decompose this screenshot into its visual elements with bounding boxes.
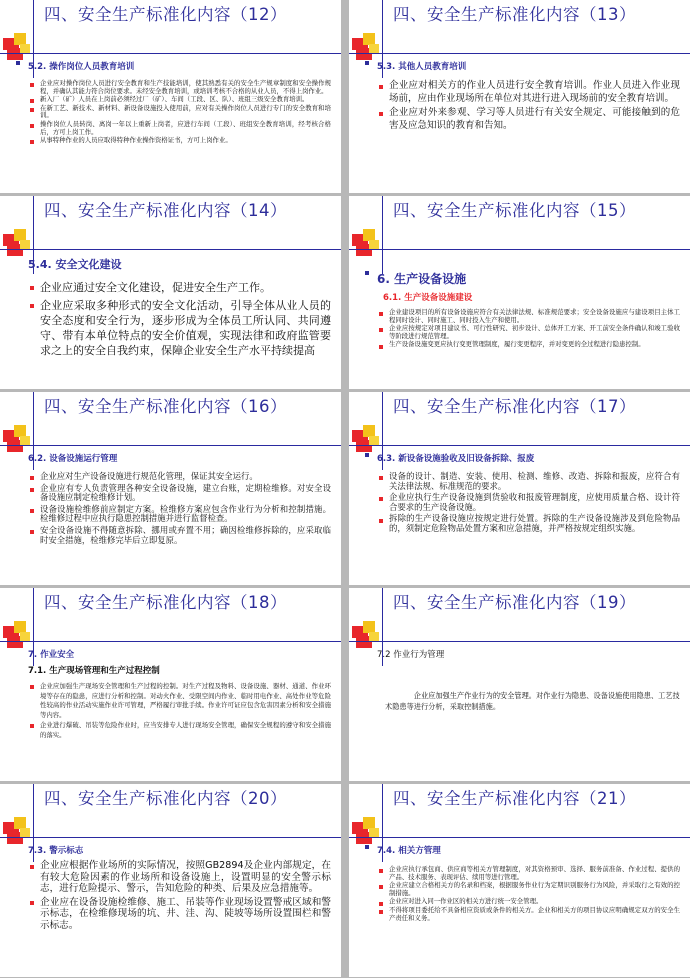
bullet-icon (30, 488, 34, 492)
list-item: 企业应对外来参观、学习等人员进行有关安全规定、可能接触到的危害及应急知识的教育和告知。 (389, 107, 680, 132)
slide-title: 四、安全生产标准化内容（19） (393, 593, 636, 612)
slide-title: 四、安全生产标准化内容（13） (393, 5, 636, 24)
bullet-icon (30, 304, 34, 308)
section-heading: 6.2. 设备设施运行管理 (28, 454, 118, 464)
list-item: 企业应执行承包商、供应商等相关方管理制度，对其资格预审、选择、服务前准备、作业过程、提供的产品、技术服务、表现评估、续用等进行管理。 (389, 866, 680, 881)
section-heading: 7.2 作业行为管理 (377, 650, 445, 660)
list-item: 企业应对相关方的作业人员进行安全教育培训。作业人员进入作业现场前，应由作业现场所在单位对其进行进入现场前的安全教育培训。 (389, 80, 680, 105)
list-item: 操作岗位人员转岗、离岗一年以上重新上岗者，应进行车间（工段）、班组安全教育培训，经考核合格后，方可上岗工作。 (40, 121, 331, 136)
bullet-icon (379, 85, 383, 89)
list-item: 企业应通过安全文化建设，促进安全生产工作。 (40, 280, 331, 295)
list-item: 企业应执行生产设备设施到货验收和报废管理制度，应使用质量合格、设计符合要求的生产设备设施。 (389, 493, 680, 512)
slide-13[interactable] (349, 0, 690, 193)
heading-bullet-icon (365, 271, 369, 275)
section-heading: 6.3. 新设备设施验收及旧设备拆除、报废 (377, 452, 680, 464)
list-item: 新入厂（矿）人员在上岗前必须经过厂（矿）、车间（工段、区、队）、班组三级安全教育培训。 (40, 96, 331, 104)
section-heading: 5.2. 操作岗位人员教育培训 (28, 60, 331, 72)
slide-15[interactable] (349, 196, 690, 389)
slide-title: 四、安全生产标准化内容（12） (44, 5, 287, 24)
slide-16[interactable] (0, 392, 341, 585)
sub-heading: 7.1. 生产现场管理和生产过程控制 (28, 666, 160, 676)
list-item: 企业应根据作业场所的实际情况，按照GB2894及企业内部规定，在有较大危险因素的作业场所和设备设施上，设置明显的安全警示标志，进行危险提示、警示，告知危险的种类、后果及应急措施等。 (40, 860, 331, 895)
bullet-icon (30, 901, 34, 905)
heading-bullet-icon (16, 61, 20, 65)
list-item: 企业应对进入同一作业区的相关方进行统一安全管理。 (389, 898, 680, 906)
slide-title: 四、安全生产标准化内容（20） (44, 789, 287, 808)
bullet-icon (379, 885, 383, 889)
slide-title: 四、安全生产标准化内容（16） (44, 397, 287, 416)
list-item: 安全设备设施不得随意拆除、挪用或弃置不用；确因检维修拆除的，应采取临时安全措施，检维修完毕后立即复原。 (40, 526, 331, 545)
list-item: 企业应按规定对项目建议书、可行性研究、初步设计、总体开工方案、开工前安全条件确认和竣工验收等阶段进行规范管理。 (389, 325, 680, 340)
sub-heading: 6.1. 生产设备设施建设 (383, 293, 473, 303)
bullet-icon (379, 476, 383, 480)
bullet-icon (379, 519, 383, 523)
slide-title: 四、安全生产标准化内容（21） (393, 789, 636, 808)
bullet-icon (30, 509, 34, 513)
slide-20[interactable] (0, 784, 341, 977)
list-item: 不得将项目委托给不具备相应资质或条件的相关方。企业和相关方的项目协议应明确规定双方的安全生产责任和义务。 (389, 907, 680, 922)
bullet-icon (379, 328, 383, 332)
list-item: 设备的设计、制造、安装、使用、检测、维修、改造、拆除和报废，应符合有关法律法规、标准规范的要求。 (389, 472, 680, 491)
bullet-icon (379, 345, 383, 349)
bullet-icon (30, 724, 34, 728)
slide-title: 四、安全生产标准化内容（15） (393, 201, 636, 220)
bullet-icon (30, 108, 34, 112)
section-heading: 7.4. 相关方管理 (377, 844, 680, 856)
section-heading: 5.4. 安全文化建设 (28, 258, 122, 271)
bullet-icon (30, 476, 34, 480)
section-heading: 5.3. 其他人员教育培训 (377, 60, 680, 72)
bullet-icon (30, 685, 34, 689)
list-item: 企业应对生产设备设施进行规范化管理，保证其安全运行。 (40, 472, 331, 482)
heading-bullet-icon (365, 845, 369, 849)
list-item: 拆除的生产设备设施应按规定进行处置。拆除的生产设备设施涉及到危险物品的，须制定危险物品处置方案和应急措施，并严格按规定组织实施。 (389, 514, 680, 533)
list-item: 设备设施检维修前应制定方案。检维修方案应包含作业行为分析和控制措施。检维修过程中应执行隐患控制措施并进行监督检查。 (40, 505, 331, 524)
section-heading: 6. 生产设备设施 (377, 270, 680, 287)
list-item: 从事特种作业的人员应取得特种作业操作资格证书，方可上岗作业。 (40, 137, 331, 145)
heading-bullet-icon (365, 453, 369, 457)
list-item: 企业进行爆破、吊装等危险作业时，应当安排专人进行现场安全管理，确保安全规程的遵守和安全措施的落实。 (40, 721, 331, 740)
bullet-icon (30, 865, 34, 869)
slide-17[interactable] (349, 392, 690, 585)
bullet-icon (30, 124, 34, 128)
bullet-icon (379, 112, 383, 116)
list-item: 企业应加强生产现场安全管理和生产过程的控制。对生产过程及物料、设备设施、器材、通道、作业环境等存在的隐患，应进行分析和控制。对动火作业、受限空间内作业、临时用电作业、高处作业等危险性较高的作业活动实施作业许可管理，严格履行审批手续。作业许可证应包含危害因素分析和安全措施等内容。 (40, 682, 331, 720)
list-item: 生产设备设施变更应执行变更管理制度，履行变更程序，并对变更的全过程进行隐患控制。 (389, 341, 680, 349)
heading-bullet-icon (365, 61, 369, 65)
list-item: 企业应采取多种形式的安全文化活动，引导全体从业人员的安全态度和安全行为，逐步形成为全体员工所认同、共同遵守、带有本单位特点的安全价值观，实现法律和政府监管要求之上的安全自我约束，保障企业安全生产水平持续提高 (40, 298, 331, 358)
slide-14[interactable] (0, 196, 341, 389)
section-heading: 7. 作业安全 (28, 650, 75, 660)
slide-title: 四、安全生产标准化内容（14） (44, 201, 287, 220)
slide-21[interactable] (349, 784, 690, 977)
bullet-icon (30, 530, 34, 534)
bullet-icon (30, 286, 34, 290)
list-item: 企业建设项目的所有设备设施应符合有关法律法规、标准规范要求；安全设备设施应与建设项目主体工程同时设计、同时施工、同时投入生产和使用。 (389, 309, 680, 324)
section-heading: 7.3. 警示标志 (28, 846, 84, 856)
list-item: 企业应有专人负责管理各种安全设备设施，建立台账，定期检维修。对安全设备设施应制定检维修计划。 (40, 484, 331, 503)
slide-12[interactable] (0, 0, 341, 193)
bullet-icon (30, 99, 34, 103)
paragraph: 企业应加强生产作业行为的安全管理。对作业行为隐患、设备设施使用隐患、工艺技术隐患等进行分析，采取控制措施。 (385, 691, 680, 711)
bullet-icon (379, 910, 383, 914)
bullet-icon (379, 869, 383, 873)
list-item: 企业应在设备设施检维修、施工、吊装等作业现场设置警戒区域和警示标志，在检维修现场的坑、井、洼、沟、陡坡等场所设置围栏和警示标志。 (40, 897, 331, 932)
list-item: 企业应建立合格相关方的名录和档案，根据服务作业行为定期识别服务行为风险，并采取行之有效的控制措施。 (389, 882, 680, 897)
bullet-icon (379, 902, 383, 906)
bullet-icon (379, 497, 383, 501)
slide-19[interactable] (349, 588, 690, 781)
slide-18[interactable] (0, 588, 341, 781)
bullet-icon (379, 312, 383, 316)
slide-title: 四、安全生产标准化内容（17） (393, 397, 636, 416)
list-item: 在新工艺、新技术、新材料、新设备设施投入使用前，应对有关操作岗位人员进行专门的安全教育和培训。 (40, 105, 331, 120)
list-item: 企业应对操作岗位人员进行安全教育和生产技能培训，使其熟悉有关的安全生产规章制度和安全操作规程，并确认其能力符合岗位要求。未经安全教育培训，或培训考核不合格的从业人员，不得上岗作业。 (40, 80, 331, 95)
bullet-icon (30, 83, 34, 87)
slide-title: 四、安全生产标准化内容（18） (44, 593, 287, 612)
bullet-icon (30, 140, 34, 144)
